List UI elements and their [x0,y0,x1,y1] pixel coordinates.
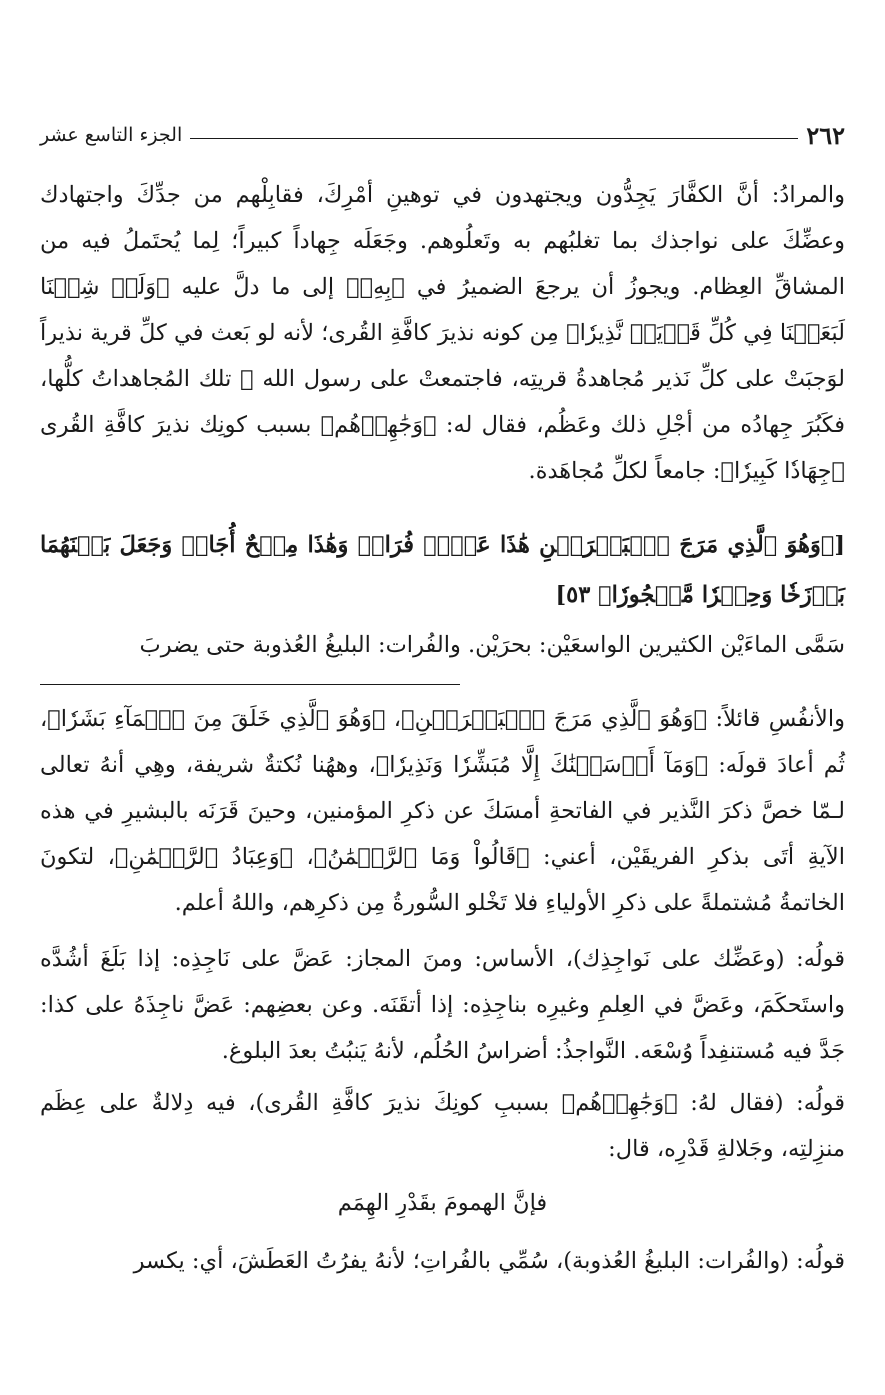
quran-verse [40,520,845,620]
commentary-text [40,696,845,926]
header-rule [190,138,798,139]
tafsir-text [40,622,845,668]
note-jihad [40,1080,845,1172]
note-paragraph: قولُه: (وعَضِّك على نَواجِذِك)، الأساس: ومنَ المجاز: عَضَّ على نَاجِذِه: إذا بَلَغَ أشُدَّه واستَحكَمَ، وعَضَّ في العِلمِ وغيرِه بناجِذِه: إذا أتقَنَه. وعن بعضِهم: عَضَّ ناجِذَهُ على كذا: جَدَّ فيه مُستنفِداً وُسْعَه. النَّواجذُ: أضراسُ الحُلُم، لأنهُ يَنبُتُ بعدَ البلوغ. [40,946,845,1064]
note-nawajidh [40,936,845,1074]
main-text [40,172,845,494]
verse-text: [﴿وَهُوَ ٱلَّذِي مَرَجَ ٱلۡبَحۡرَيۡنِ هَٰذَا عَذۡبٞ فُرَاتٞ وَهَٰذَا مِلۡحٌ أُجَاجٞ وَجَعَلَ بَيۡنَهُمَا بَرۡزَخٗا وَحِجۡرٗا مَّحۡجُورٗا﴾ ٥٣] [40,532,845,608]
note-paragraph: قولُه: (والفُرات: البليغُ العُذوبة)، سُمِّي بالفُراتِ؛ لأنهُ يفرُتُ العَطَشَ، أي: يكسر [133,1248,845,1274]
tafsir-paragraph: سَمَّى الماءَيْن الكثيرين الواسعَيْن: بحرَيْن. والفُرات: البليغُ العُذوبة حتى يضربَ [139,632,845,658]
main-paragraph: والمرادُ: أنَّ الكفَّارَ يَجِدُّون ويجتهدون في توهينِ أمْرِكَ، فقابِلْهم من جدِّكَ واجتهادك وعضِّكَ على نواجذك بما تغلبُهم به وتَعلُوهم. وجَعَلَه جِهاداً كبيراً؛ لِما يُحتَملُ فيه من المشاقِّ العِظام. ويجوزُ أن يرجعَ الضميرُ في ﴿بِهِۦ﴾ إلى ما دلَّ عليه ﴿وَلَوۡ شِئۡنَا لَبَعَثۡنَا فِي كُلِّ قَرۡيَةٖ نَّذِيرٗا﴾ مِن كونه نذيرَ كافَّةِ القُرى؛ لأنه لو بَعث في كلِّ قرية نذيراً لوَجبَتْ على كلِّ نَذير مُجاهدةُ قريتِه، فاجتمعتْ على رسول الله ﷺ تلك المُجاهداتُ كلُّها، فكَبُرَ جِهادُه من أجْلِ ذلك وعَظُم، فقال له: ﴿وَجَٰهِدۡهُم﴾ بسبب كونِك نذيرَ كافَّةِ القُرى ﴿جِهَادٗا كَبِيرٗا﴾: جامعاً لكلِّ مُجاهَدة. [40,182,845,484]
page-header [40,118,845,152]
poem-verse [40,1180,845,1226]
poem-line: فإنَّ الهمومَ بقَدْرِ الهِمَم [337,1190,548,1216]
note-furat [40,1238,845,1284]
running-title: الجزء التاسع عشر [40,124,183,146]
commentary-paragraph: والأنفُسِ قائلاً: ﴿وَهُوَ ٱلَّذِي مَرَجَ ٱلۡبَحۡرَيۡنِ﴾، ﴿وَهُوَ ٱلَّذِي خَلَقَ مِنَ ٱلۡمَآءِ بَشَرٗا﴾، ثُم أعادَ قولَه: ﴿وَمَآ أَرۡسَلۡنَٰكَ إِلَّا مُبَشِّرٗا وَنَذِيرٗا﴾، وههُنا نُكتةٌ شريفة، وهِي أنهُ تعالى لـمّا خصَّ ذكرَ النَّذير في الفاتحةِ أمسَكَ عن ذكرِ المؤمنين، وحينَ قَرَنَه بالبشيرِ في هذه الآيةِ أتَى بذكرِ الفريقَيْن، أعني: ﴿قَالُواْ وَمَا ٱلرَّحۡمَٰنُ﴾، ﴿وَعِبَادُ ٱلرَّحۡمَٰنِ﴾، لتكونَ الخاتمةُ مُشتملةً على ذكرِ الأولياءِ فلا تَخْلو السُّورةُ مِن ذكرِهم، واللهُ أعلم. [40,706,846,916]
footnote-divider [40,684,460,685]
note-paragraph: قولُه: (فقال لهُ: ﴿وَجَٰهِدۡهُم﴾ بسببِ كونِكَ نذيرَ كافَّةِ القُرى)، فيه دِلالةٌ على عِظَم منزِلتِه، وجَلالةِ قَدْرِه، قال: [40,1090,845,1162]
page-number: ٢٦٢ [806,120,845,150]
